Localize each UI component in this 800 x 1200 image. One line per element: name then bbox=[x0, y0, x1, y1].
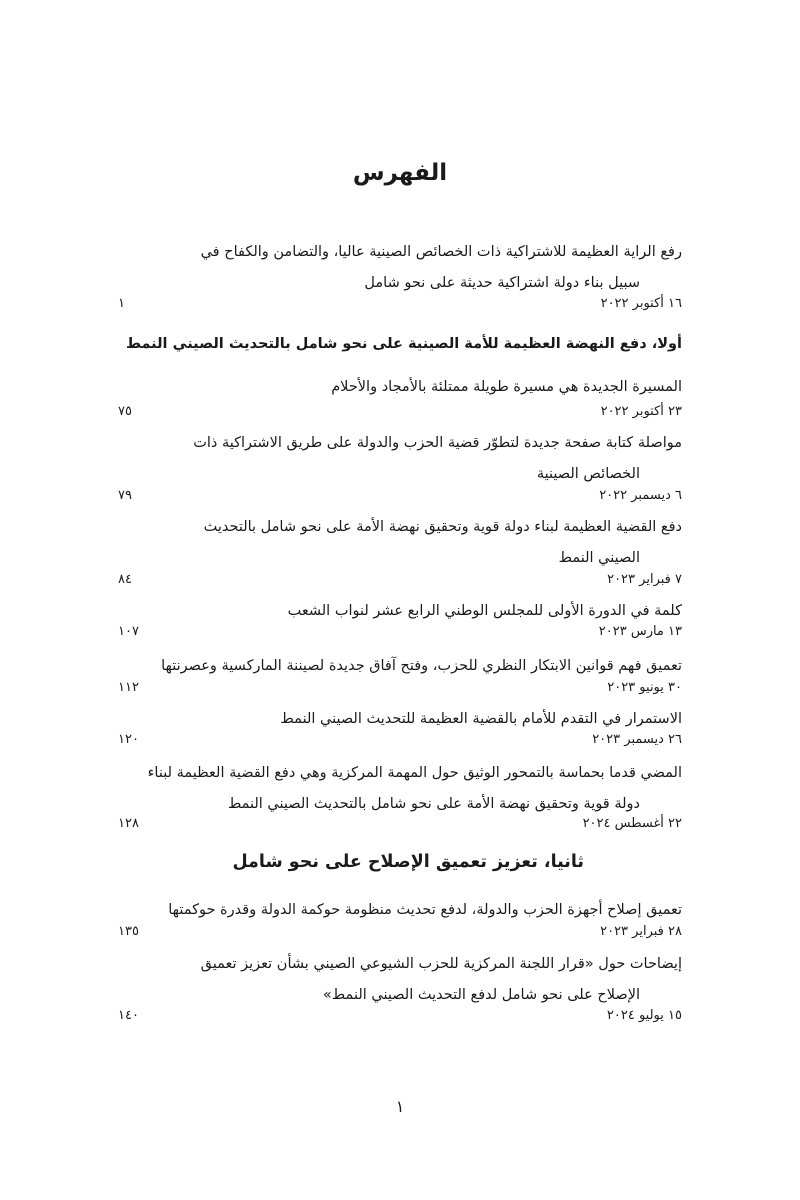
toc-entry-line1: الاستمرار في التقدم للأمام بالقضية العظيمة للتحديث الصيني النمط bbox=[280, 711, 682, 727]
toc-entry-title[interactable] bbox=[120, 428, 682, 490]
toc-entry-line1: المسيرة الجديدة هي مسيرة طويلة ممتلئة بالأمجاد والأحلام bbox=[331, 379, 682, 395]
toc-entry-title[interactable] bbox=[120, 758, 682, 820]
toc-entry-title[interactable] bbox=[120, 596, 682, 627]
toc-entry-line1: رفع الراية العظيمة للاشتراكية ذات الخصائص الصينية عاليا، والتضامن والكفاح في bbox=[200, 244, 682, 260]
toc-entry-page[interactable]: ٨٤ bbox=[118, 572, 132, 587]
toc-entry-line1: تعميق فهم قوانين الابتكار النظري للحزب، وفتح آفاق جديدة لصيننة الماركسية وعصرنتها bbox=[161, 658, 682, 674]
page-number: ١ bbox=[395, 1097, 405, 1116]
toc-entry-line1: كلمة في الدورة الأولى للمجلس الوطني الرابع عشر لنواب الشعب bbox=[287, 603, 682, 619]
toc-entry-line1: إيضاحات حول «قرار اللجنة المركزية للحزب الشيوعي الصيني بشأن تعزيز تعميق bbox=[200, 956, 682, 972]
toc-entry-date: ١٣ مارس ٢٠٢٣ bbox=[598, 624, 682, 639]
toc-entry-line1: مواصلة كتابة صفحة جديدة لتطوّر قضية الحزب والدولة على طريق الاشتراكية ذات bbox=[193, 435, 682, 451]
toc-entry-title[interactable] bbox=[120, 895, 682, 926]
toc-entry-page[interactable]: ١١٢ bbox=[118, 680, 139, 695]
toc-entry-page[interactable]: ٧٩ bbox=[118, 488, 132, 503]
toc-entry-date: ٢٦ ديسمبر ٢٠٢٣ bbox=[592, 732, 682, 747]
toc-entry-page[interactable]: ٧٥ bbox=[118, 404, 132, 419]
toc-entry-page[interactable]: ١ bbox=[118, 296, 125, 311]
toc-entry-line1: تعميق إصلاح أجهزة الحزب والدولة، لدفع تحديث منظومة حوكمة الدولة وقدرة حوكمتها bbox=[168, 902, 682, 918]
toc-entry-date: ٢٣ أكتوبر ٢٠٢٢ bbox=[600, 404, 682, 419]
toc-entry-page[interactable]: ١٠٧ bbox=[118, 624, 139, 639]
toc-entry-line2: الصيني النمط bbox=[558, 550, 640, 566]
section-heading-2: ثانيا، تعزيز تعميق الإصلاح على نحو شامل bbox=[232, 852, 584, 872]
toc-entry-title[interactable] bbox=[120, 512, 682, 574]
toc-entry-line2: الإصلاح على نحو شامل لدفع التحديث الصيني النمط» bbox=[322, 987, 640, 1003]
toc-entry-date: ٢٨ فبراير ٢٠٢٣ bbox=[600, 924, 682, 939]
toc-entry-line2: دولة قوية وتحقيق نهضة الأمة على نحو شامل بالتحديث الصيني النمط bbox=[227, 796, 640, 812]
toc-entry-line2: سبيل بناء دولة اشتراكية حديثة على نحو شامل bbox=[364, 275, 640, 291]
toc-entry-title[interactable] bbox=[120, 949, 682, 1011]
toc-entry-date: ١٦ أكتوبر ٢٠٢٢ bbox=[600, 296, 682, 311]
toc-entry-page[interactable]: ١٢٨ bbox=[118, 816, 139, 831]
toc-entry-title[interactable] bbox=[120, 237, 682, 299]
toc-entry-page[interactable]: ١٤٠ bbox=[118, 1008, 139, 1023]
toc-entry-line1: دفع القضية العظيمة لبناء دولة قوية وتحقيق نهضة الأمة على نحو شامل بالتحديث bbox=[203, 519, 682, 535]
toc-entry-date: ٣٠ يونيو ٢٠٢٣ bbox=[607, 680, 682, 695]
toc-entry-line2: الخصائص الصينية bbox=[536, 466, 640, 482]
page-title: الفهرس bbox=[352, 160, 448, 186]
toc-entry-line1: المضي قدما بحماسة بالتمحور الوثيق حول المهمة المركزية وهي دفع القضية العظيمة لبناء bbox=[147, 765, 682, 781]
toc-entry-date: ٦ ديسمبر ٢٠٢٢ bbox=[599, 488, 682, 503]
section-heading-1: أولا، دفع النهضة العظيمة للأمة الصينية على نحو شامل بالتحديث الصيني النمط bbox=[125, 336, 682, 352]
toc-entry-date: ٧ فبراير ٢٠٢٣ bbox=[607, 572, 682, 587]
toc-entry-page[interactable]: ١٣٥ bbox=[118, 924, 139, 939]
toc-entry-date: ٢٢ أغسطس ٢٠٢٤ bbox=[582, 816, 682, 831]
toc-entry-title[interactable] bbox=[120, 651, 682, 682]
toc-entry-date: ١٥ يوليو ٢٠٢٤ bbox=[606, 1008, 682, 1023]
toc-entry-title[interactable] bbox=[120, 372, 682, 403]
toc-entry-page[interactable]: ١٢٠ bbox=[118, 732, 139, 747]
